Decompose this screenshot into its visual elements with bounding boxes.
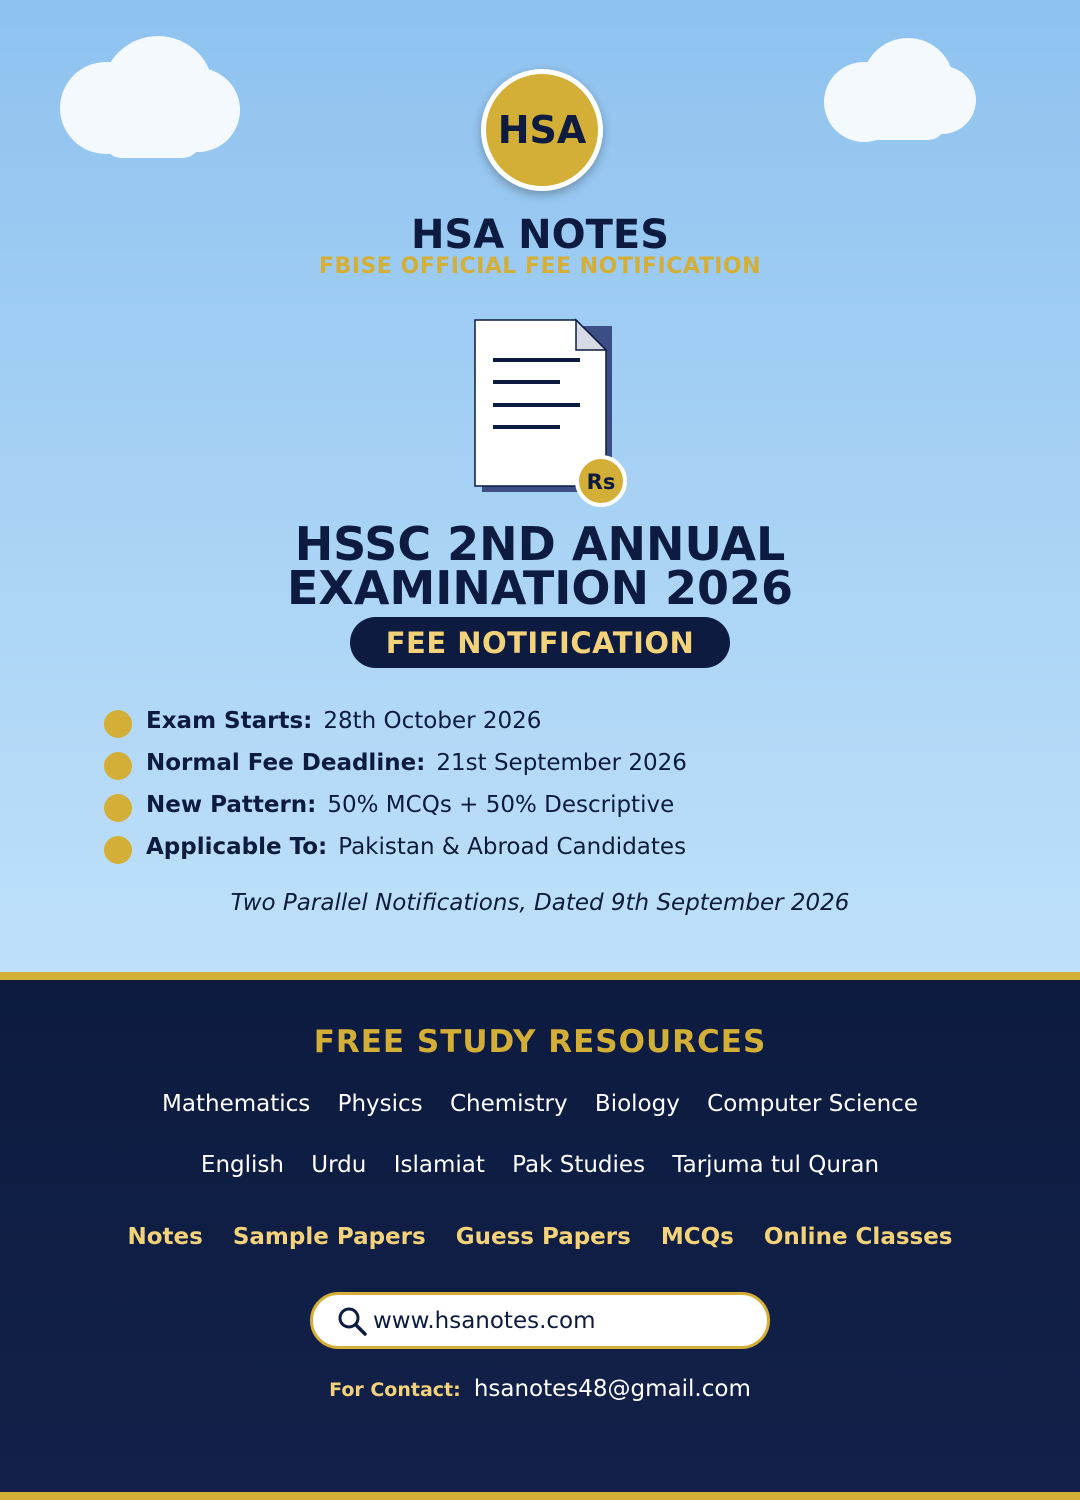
contact-label: For Contact: xyxy=(329,1379,461,1401)
info-value: 21st September 2026 xyxy=(436,750,687,776)
info-label: New Pattern: xyxy=(146,792,317,818)
website-search-bar[interactable] xyxy=(310,1292,770,1349)
hsa-logo xyxy=(481,69,603,191)
subject-link-mathematics[interactable]: Mathematics xyxy=(162,1091,311,1117)
subject-link-computer-science[interactable]: Computer Science xyxy=(707,1091,918,1117)
subject-link-english[interactable]: English xyxy=(200,1152,284,1178)
resource-link-sample-papers[interactable]: Sample Papers xyxy=(232,1224,426,1250)
subjects-row-1 xyxy=(0,1091,1080,1117)
subject-link-tarjuma-tul-quran[interactable]: Tarjuma tul Quran xyxy=(672,1152,880,1178)
info-label: Applicable To: xyxy=(146,834,328,860)
subject-link-biology[interactable]: Biology xyxy=(594,1091,680,1117)
info-value: 28th October 2026 xyxy=(323,708,542,734)
info-value: Pakistan & Abroad Candidates xyxy=(338,834,687,860)
rs-badge: Rs xyxy=(586,470,616,494)
bullet-dot xyxy=(104,794,132,822)
info-label: Normal Fee Deadline: xyxy=(146,750,426,776)
contact-line xyxy=(0,1376,1080,1402)
resource-link-online-classes[interactable]: Online Classes xyxy=(763,1224,953,1250)
subject-link-pak-studies[interactable]: Pak Studies xyxy=(512,1152,646,1178)
info-row-applicable-to xyxy=(104,826,1004,868)
resources-title: FREE STUDY RESOURCES xyxy=(313,1024,767,1060)
headline-line-1: HSSC 2ND ANNUAL xyxy=(294,517,786,571)
info-row-fee-deadline xyxy=(104,742,1004,784)
headline-line-2: EXAMINATION 2026 xyxy=(286,561,794,615)
logo-text: HSA xyxy=(497,108,587,152)
bullet-dot xyxy=(104,836,132,864)
search-icon xyxy=(337,1306,367,1336)
contact-email-link[interactable]: hsanotes48@gmail.com xyxy=(473,1376,751,1402)
cloud-right-icon xyxy=(822,38,978,144)
info-row-new-pattern xyxy=(104,784,1004,826)
document-icon xyxy=(472,318,632,512)
notification-note: Two Parallel Notifications, Dated 9th September 2026 xyxy=(230,890,850,916)
subject-link-islamiat[interactable]: Islamiat xyxy=(393,1152,485,1178)
info-label: Exam Starts: xyxy=(146,708,313,734)
brand-name: HSA NOTES xyxy=(410,212,670,258)
info-row-exam-starts xyxy=(104,700,1004,742)
pill-label: FEE NOTIFICATION xyxy=(385,625,695,660)
brand-subtitle: FBISE OFFICIAL FEE NOTIFICATION xyxy=(318,254,762,279)
info-list xyxy=(104,700,1004,868)
resource-types-row xyxy=(0,1224,1080,1250)
gold-divider xyxy=(0,972,1080,980)
fee-notification-pill xyxy=(350,617,730,668)
bullet-dot xyxy=(104,710,132,738)
resource-link-notes[interactable]: Notes xyxy=(127,1224,203,1250)
resource-link-guess-papers[interactable]: Guess Papers xyxy=(455,1224,631,1250)
website-url: www.hsanotes.com xyxy=(373,1307,596,1334)
cloud-left-icon xyxy=(58,36,244,162)
gold-bottom-border xyxy=(0,1492,1080,1500)
info-value: 50% MCQs + 50% Descriptive xyxy=(327,792,675,818)
resource-link-mcqs[interactable]: MCQs xyxy=(660,1224,734,1250)
headline xyxy=(0,517,1080,615)
bullet-dot xyxy=(104,752,132,780)
subject-link-chemistry[interactable]: Chemistry xyxy=(449,1091,568,1117)
subject-link-physics[interactable]: Physics xyxy=(337,1091,423,1117)
subjects-row-2 xyxy=(0,1152,1080,1178)
subject-link-urdu[interactable]: Urdu xyxy=(311,1152,367,1178)
